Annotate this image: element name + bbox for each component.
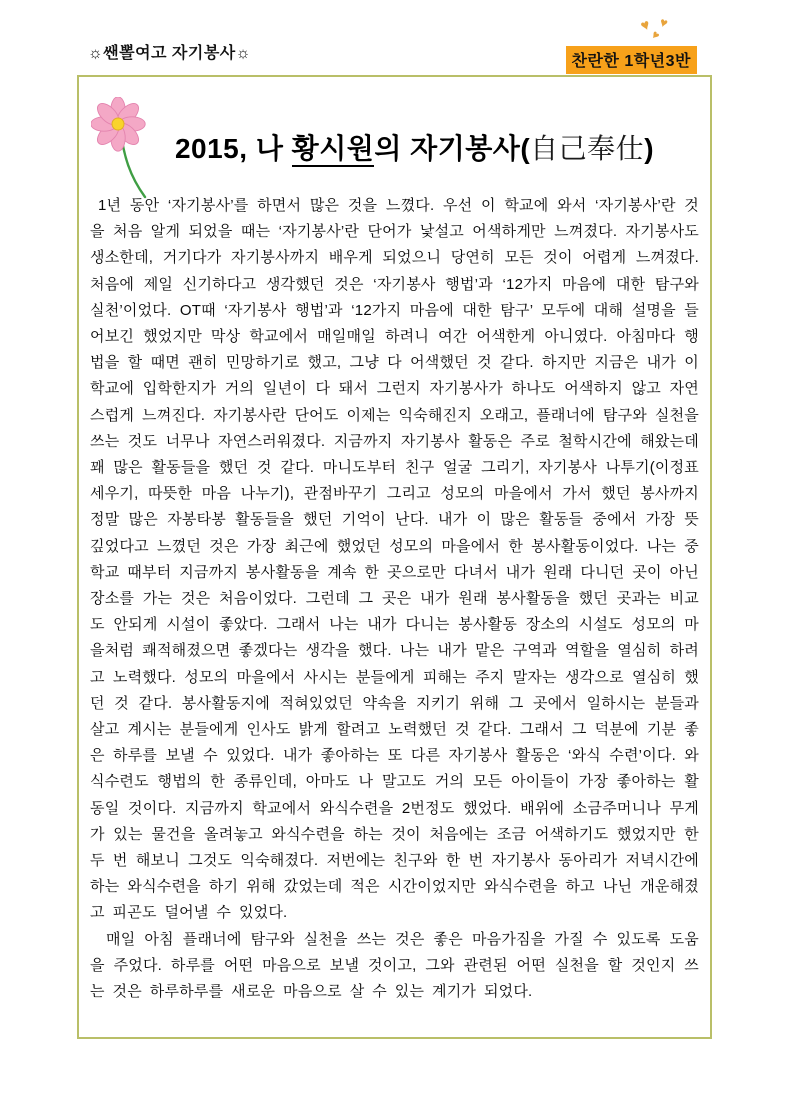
hearts-decoration-icon xyxy=(566,16,676,46)
title-hanja: 自己奉仕 xyxy=(530,134,645,165)
essay-paragraph-2: 매일 아침 플래너에 탐구와 실천을 쓰는 것은 좋은 마음가짐을 가질 수 있도록 도움을 주었다. 하루를 어떤 마음으로 보낼 것이고, 그와 관련된 어떤 실천을 할 것인지 쓰는 것은 하루하루를 새로운 마음으로 살 수 있는 계기가 되었다. xyxy=(90,930,699,1001)
title-prefix: 2015, 나 xyxy=(174,133,292,164)
heart-icon: ♥ xyxy=(637,15,653,36)
cosmos-flower-icon xyxy=(91,97,153,203)
title-suffix: ) xyxy=(644,133,655,164)
student-name: 황시원 xyxy=(292,133,375,167)
title-middle: 의 자기봉사( xyxy=(374,133,531,164)
school-header: ☼쌘뽈여고 자기봉사☼ xyxy=(88,45,251,62)
document-title xyxy=(149,127,680,167)
heart-icon: ♥ xyxy=(657,14,670,31)
heart-icon: ♥ xyxy=(648,27,664,43)
class-badge: 찬란한 1학년3반 xyxy=(566,46,697,74)
essay-paragraph-1: 1년 동안 ‘자기봉사’를 하면서 많은 것을 느꼈다. 우선 이 학교에 와서 ‘자기봉사’란 것을 처음 알게 되었을 때는 ‘자기봉사’란 단어가 낯설고 어색하게만 느껴졌다. 자기봉사도 생소한데, 거기다가 자기봉사까지 배우게 되었으니 당연히 모든 것이 어렵게 느껴졌다. 처음에 제일 신기하다고 생각했던 것은 ‘자기봉사 행법’과 ‘12가지 마음에 대한 탐구와 실천’이었다. OT때 ‘자기봉사 행법’과 ‘12가지 마음에 대한 탐구’ 모두에 대해 설명을 들어보긴 했었지만 막상 학교에서 매일매일 하려니 여간 어색한게 아니였다. 아침마다 행법을 할 때면 괜히 민망하기로 했고, 그냥 다 어색했던 것 같다. 하지만 지금은 내가 이 학교에 입학한지가 거의 일년이 다 돼서 그런지 자기봉사가 하나도 어색하지 않고 자연스럽게 느껴진다. 자기봉사란 단어도 이제는 익숙해진지 오래고, 플래너에 탐구와 실천을 쓰는 것도 너무나 자연스러워졌다. 지금까지 자기봉사 활동은 주로 철학시간에 해왔는데 꽤 많은 활동들을 했던 것 같다. 마니도부터 친구 얼굴 그리기, 자기봉사 나투기(이정표 세우기, 따뜻한 마음 나누기), 관점바꾸기 그리고 성모의 마을에서 가서 했던 봉사까지 정말 많은 자봉타봉 활동들을 했던 기억이 난다. 내가 이 많은 활동들 중에서 가장 뜻 깊었다고 느꼈던 것은 가장 최근에 했었던 성모의 마을에서 한 봉사활동이었다. 나는 중학교 때부터 지금까지 봉사활동을 계속 한 곳으로만 다녀서 내가 원래 다니던 곳이 아닌 장소를 가는 것은 처음이었다. 그런데 그 곳은 내가 원래 봉사활동을 했던 곳과는 비교도 안되게 시설이 좋았다. 그래서 나는 내가 다니는 봉사활동 장소의 시설도 성모의 마을처럼 쾌적해졌으면 좋겠다는 생각을 했다. 나는 내가 맡은 구역과 역할을 열심히 하려고 노력했다. 성모의 마을에서 사시는 분들에게 피해는 주지 말자는 생각으로 열심히 했던 것 같다. 봉사활동지에 적혀있었던 약속을 지키기 위해 그 곳에서 일하시는 분들과 살고 계시는 분들에게 인사도 밝게 할려고 노력했던 것 같다. 그래서 그 덕분에 기분 좋은 하루를 보낼 수 있었다. 내가 좋아하는 또 다른 자기봉사 활동은 ‘와식 수련’이다. 와식수련도 행법의 한 종류인데, 아마도 나 말고도 거의 모든 아이들이 가장 좋아하는 활동일 것이다. 지금까지 학교에서 와식수련을 2번정도 했었다. 배위에 소금주머니나 무게가 있는 물건을 올려놓고 와식수련을 하는 것이 처음에는 조금 어색하기도 했었지만 한 두 번 해보니 그것도 익숙해졌다. 저번에는 친구와 한 번 자기봉사 동아리가 저녁시간에 하는 와식수련을 하기 위해 갔었는데 적은 시간이었지만 와식수련을 하고 나닌 개운해졌고 피곤도 덜어낼 수 있었다. xyxy=(90,197,699,922)
class-badge-area xyxy=(566,16,697,74)
content-frame xyxy=(77,75,712,1039)
essay-body xyxy=(90,193,699,1005)
